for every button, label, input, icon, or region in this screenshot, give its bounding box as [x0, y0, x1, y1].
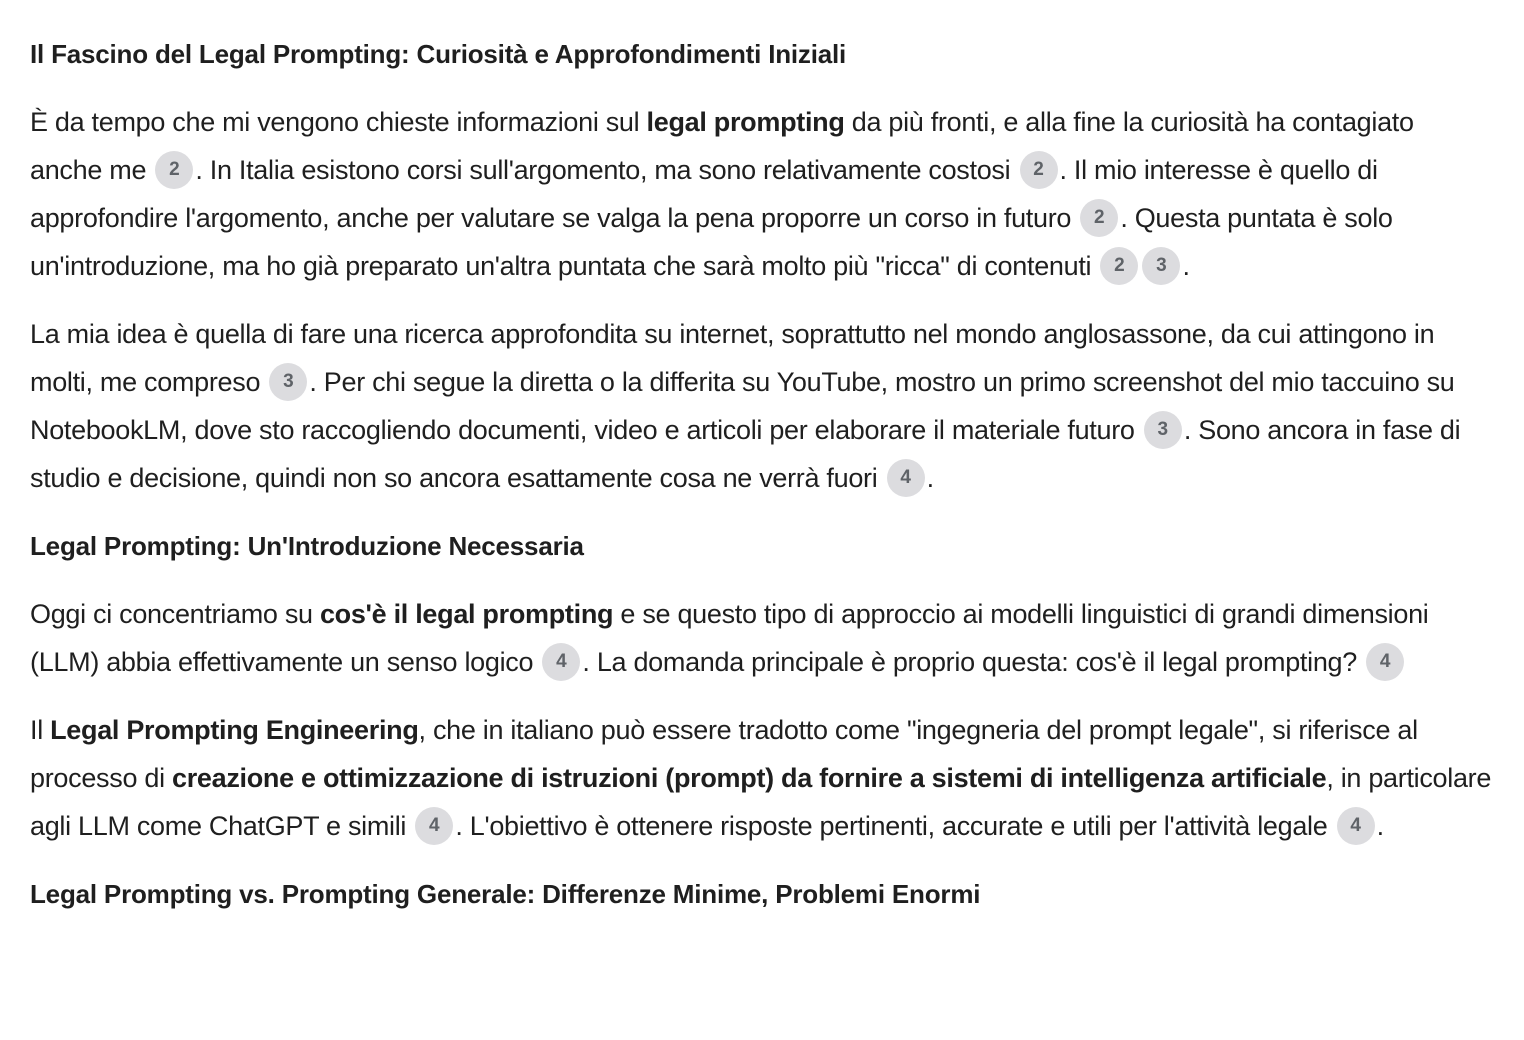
section-heading-differenze: Legal Prompting vs. Prompting Generale: Differenze Minime, Problemi Enormi [30, 879, 981, 909]
paragraph-research [30, 310, 1492, 502]
citation-badge[interactable]: 4 [415, 807, 453, 845]
paragraph-text: . Questa puntata è solo un'introduzione, ma ho già preparato un'altra puntata che sarà molto più "ricca" di contenuti [30, 203, 1393, 281]
paragraph-text: . In Italia esistono corsi sull'argomento, ma sono relativamente costosi [195, 155, 1018, 185]
paragraph-text: La mia idea è quella di fare una ricerca approfondita su internet, soprattutto nel mondo anglosassone, da cui attingono in molti, me compreso [30, 319, 1435, 397]
paragraph-text: . L'obiettivo è ottenere risposte pertinenti, accurate e utili per l'attività legale [455, 811, 1335, 841]
citation-badge[interactable]: 2 [1100, 247, 1138, 285]
paragraph-text: . Il mio interesse è quello di approfondire l'argomento, anche per valutare se valga la pena proporre un corso in futuro [30, 155, 1378, 233]
paragraph-text: , che in italiano può essere tradotto come "ingegneria del prompt legale", si riferisce al processo di [30, 715, 1418, 793]
paragraph-text: , in particolare agli LLM come ChatGPT e simili [30, 763, 1492, 841]
section-heading-introduzione: Legal Prompting: Un'Introduzione Necessaria [30, 531, 584, 561]
paragraph-text: È da tempo che mi vengono chieste informazioni sul [30, 107, 647, 137]
bold-text: legal prompting [646, 107, 845, 137]
paragraph-text: . [1376, 811, 1384, 841]
paragraph-text: . Sono ancora in fase di studio e decisione, quindi non so ancora esattamente cosa ne verrà fuori [30, 415, 1461, 493]
citation-badge[interactable]: 4 [542, 643, 580, 681]
paragraph-text: Oggi ci concentriamo su [30, 599, 320, 629]
citation-badge[interactable]: 3 [1144, 411, 1182, 449]
bold-text: creazione e ottimizzazione di istruzioni (prompt) da fornire a sistemi di intelligenza artificiale [171, 763, 1327, 793]
bold-text: cos'è il legal prompting [319, 599, 614, 629]
citation-badge[interactable]: 4 [1366, 643, 1404, 681]
paragraph-text: da più fronti, e alla fine la curiosità ha contagiato anche me [30, 107, 1414, 185]
paragraph-definition [30, 706, 1492, 850]
citation-badge[interactable]: 3 [269, 363, 307, 401]
paragraph-definition-question [30, 590, 1492, 686]
paragraph-text: . La domanda principale è proprio questa: cos'è il legal prompting? [582, 647, 1365, 677]
paragraph-text: . [1182, 251, 1190, 281]
citation-badge[interactable]: 4 [887, 459, 925, 497]
citation-badge[interactable]: 2 [155, 151, 193, 189]
document-body [30, 30, 1492, 918]
section-heading-fascino: Il Fascino del Legal Prompting: Curiosità e Approfondimenti Iniziali [30, 39, 847, 69]
citation-badge[interactable]: 3 [1142, 247, 1180, 285]
bold-text: Legal Prompting Engineering [50, 715, 419, 745]
citation-badge[interactable]: 2 [1020, 151, 1058, 189]
paragraph-text: e se questo tipo di approccio ai modelli linguistici di grandi dimensioni (LLM) abbia effettivamente un senso logico [30, 599, 1429, 677]
paragraph-intro [30, 98, 1492, 290]
paragraph-text: Il [30, 715, 51, 745]
citation-badge[interactable]: 2 [1080, 199, 1118, 237]
paragraph-text: . Per chi segue la diretta o la differita su YouTube, mostro un primo screenshot del mio taccuino su NotebookLM, dove sto raccogliendo documenti, video e articoli per elaborare il materiale futuro [30, 367, 1455, 445]
citation-badge[interactable]: 4 [1337, 807, 1375, 845]
paragraph-text: . [926, 463, 934, 493]
